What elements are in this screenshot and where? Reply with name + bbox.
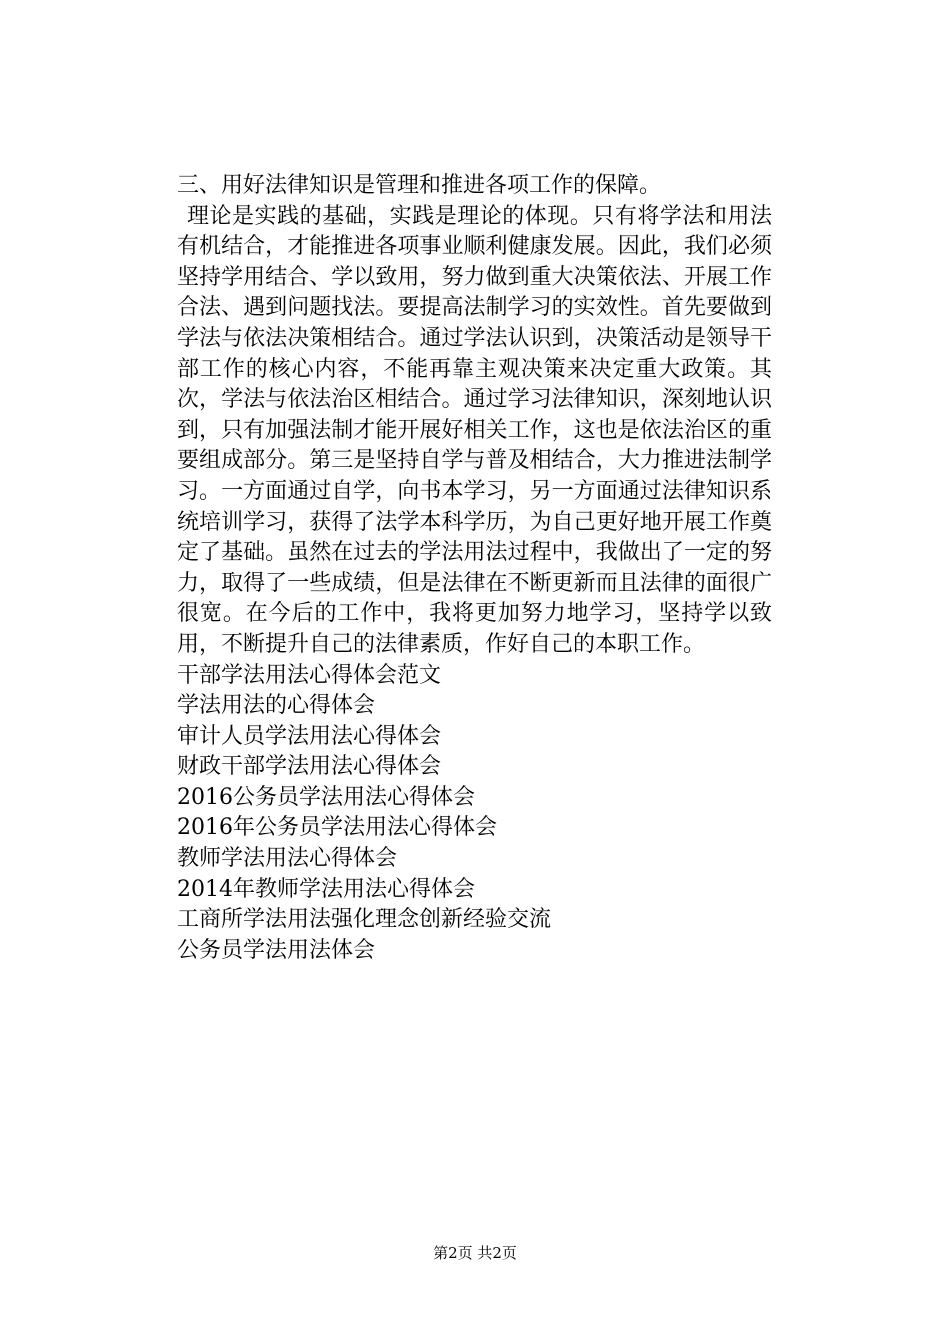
related-title-item: 2014年教师学法用法心得体会 <box>177 876 475 902</box>
related-title-item: 2016公务员学法用法心得体会 <box>177 784 475 810</box>
related-title-item: 审计人员学法用法心得体会 <box>177 723 442 749</box>
related-title-item: 教师学法用法心得体会 <box>177 846 398 872</box>
related-title-item: 财政干部学法用法心得体会 <box>177 754 442 780</box>
related-title-item: 干部学法用法心得体会范文 <box>177 662 442 688</box>
document-content <box>177 171 772 966</box>
related-title-item: 2016年公务员学法用法心得体会 <box>177 815 497 841</box>
section-heading: 三、用好法律知识是管理和推进各项工作的保障。 <box>177 173 662 198</box>
related-titles-list <box>177 661 772 967</box>
related-title-item: 公务员学法用法体会 <box>177 937 376 963</box>
related-title-item: 工商所学法用法强化理念创新经验交流 <box>177 907 552 933</box>
related-title-item: 学法用法的心得体会 <box>177 693 376 719</box>
page-footer: 第2页 共2页 <box>433 1244 517 1262</box>
body-paragraph: 理论是实践的基础，实践是理论的体现。只有将学法和用法有机结合，才能推进各项事业顺利健康发展。因此，我们必须坚持学用结合、学以致用，努力做到重大决策依法、开展工作合法、遇到问题找法。要提高法制学习的实效性。首先要做到学法与依法决策相结合。通过学法认识到，决策活动是领导干部工作的核心内容，不能再靠主观决策来决定重大政策。其次，学法与依法治区相结合。通过学习法律知识，深刻地认识到，只有加强法制才能开展好相关工作，这也是依法治区的重要组成部分。第三是坚持自学与普及相结合，大力推进法制学习。一方面通过自学，向书本学习，另一方面通过法律知识系统培训学习，获得了法学本科学历，为自己更好地开展工作奠定了基础。虽然在过去的学法用法过程中，我做出了一定的努力，取得了一些成绩，但是法律在不断更新而且法律的面很广很宽。在今后的工作中，我将更加努力地学习，坚持学以致用，不断提升自己的法律素质，作好自己的本职工作。 <box>177 203 772 657</box>
